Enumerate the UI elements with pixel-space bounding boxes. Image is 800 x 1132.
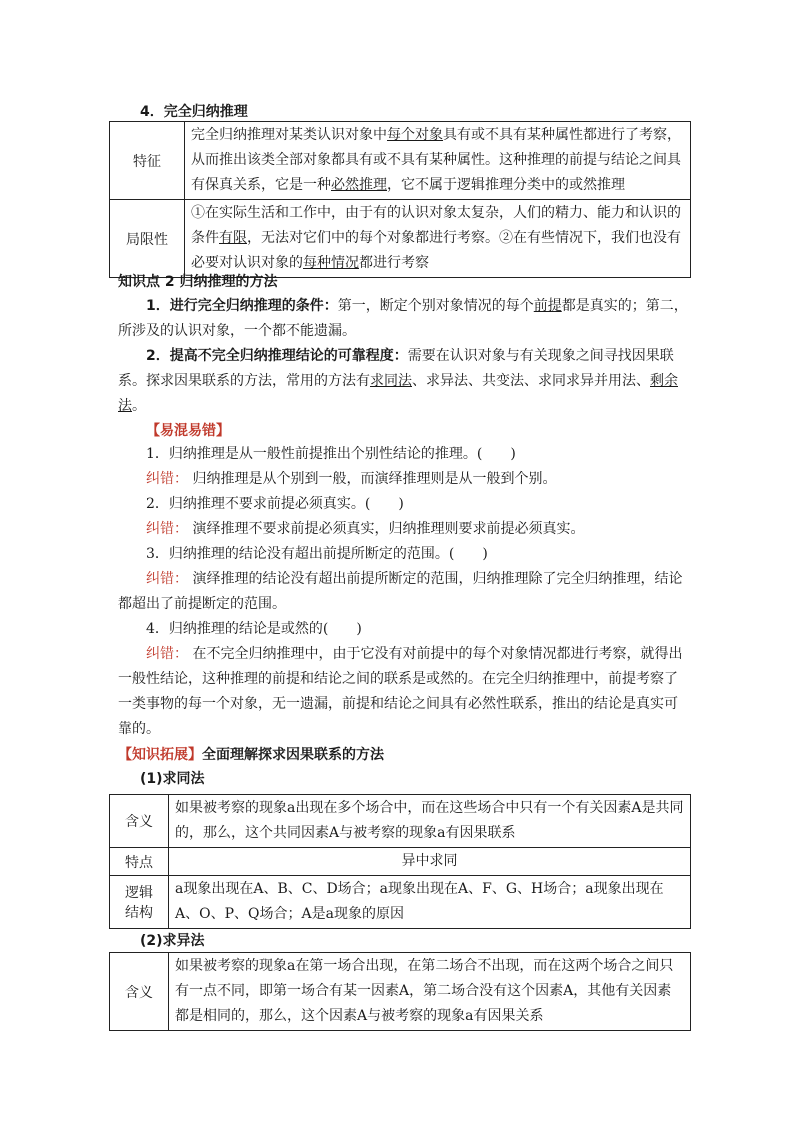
correction-4: 纠错： 在不完全归纳推理中，由于它没有对前提中的每个对象情况都进行考察，就得出一般性结论，这种推理的前提和结论之间的联系是或然的。在完全归纳推理中，前提考察了一类事物的每一个对象，无一遗漏，前提和结论之间具有必然性联系，推出的结论是真实可靠的。 — [118, 646, 683, 737]
limitation-label: 局限性 — [110, 200, 185, 278]
agreement-method-heading: (1)求同法 — [140, 771, 205, 787]
difference-meaning-text: 如果被考察的现象a在第一场合出现，在第二场合不出现，而在这两个场合之间只有一点不同，即第一场合有某一因素A，第二场合没有这个因素A，其他有关因素都是相同的，那么，这个因素A与被考察的现象a有因果关系 — [169, 953, 691, 1031]
agreement-feature-text: 异中求同 — [169, 848, 691, 876]
feature-text: 完全归纳推理对某类认识对象中每个对象具有或不具有某种属性都进行了考察，从而推出该类全部对象都具有或不具有某种属性。这种推理的前提与结论之间具有保真关系，它是一种必然推理，它不属于逻辑推理分类中的或然推理 — [185, 122, 691, 200]
agreement-structure-label: 逻辑结构 — [110, 876, 169, 929]
difference-method-heading: (2)求异法 — [140, 933, 205, 949]
question-2: 2．归纳推理不要求前提必须真实。( ) — [146, 496, 404, 512]
knowledge-point-2-title: 知识点 2 归纳推理的方法 — [118, 274, 278, 290]
question-3: 3．归纳推理的结论没有超出前提所断定的范围。( ) — [146, 546, 488, 562]
confusion-heading: 【易混易错】 — [146, 423, 230, 439]
correction-1: 纠错： 归纳推理是从个别到一般，而演绎推理则是从一般到个别。 — [146, 471, 557, 487]
agreement-meaning-label: 含义 — [110, 795, 169, 848]
question-1: 1．归纳推理是从一般性前提推出个别性结论的推理。( ) — [146, 446, 516, 462]
agreement-method-table — [109, 794, 691, 929]
feature-label: 特征 — [110, 122, 185, 200]
section-4-title: 4．完全归纳推理 — [140, 104, 248, 120]
method-paragraph-1: 1．进行完全归纳推理的条件：第一，断定个别对象情况的每个前提都是真实的；第二，所涉及的认识对象，一个都不能遗漏。 — [118, 298, 688, 339]
difference-method-table — [109, 952, 691, 1031]
agreement-meaning-text: 如果被考察的现象a出现在多个场合中，而在这些场合中只有一个有关因素A是共同的，那么，这个共同因素A与被考察的现象a有因果联系 — [169, 795, 691, 848]
limitation-text: ①在实际生活和工作中，由于有的认识对象太复杂，人们的精力、能力和认识的条件有限，无法对它们中的每个对象都进行考察。②在有些情况下，我们也没有必要对认识对象的每种情况都进行考察 — [185, 200, 691, 278]
knowledge-expansion-heading: 【知识拓展】全面理解探求因果联系的方法 — [118, 747, 384, 763]
agreement-structure-text: a现象出现在A、B、C、D场合；a现象出现在A、F、G、H场合；a现象出现在A、O、P、Q场合；A是a现象的原因 — [169, 876, 691, 929]
difference-meaning-label: 含义 — [110, 953, 169, 1031]
correction-2: 纠错： 演绎推理不要求前提必须真实，归纳推理则要求前提必须真实。 — [146, 521, 585, 537]
agreement-feature-label: 特点 — [110, 848, 169, 876]
question-4: 4．归纳推理的结论是或然的( ) — [146, 621, 362, 637]
method-paragraph-2: 2．提高不完全归纳推理结论的可靠程度：需要在认识对象与有关现象之间寻找因果联系。探求因果联系的方法，常用的方法有求同法、求异法、共变法、求同求异并用法、剩余法。 — [118, 348, 678, 414]
correction-3: 纠错： 演绎推理的结论没有超出前提所断定的范围，归纳推理除了完全归纳推理，结论都超出了前提断定的范围。 — [118, 571, 683, 612]
complete-induction-table — [109, 121, 691, 278]
